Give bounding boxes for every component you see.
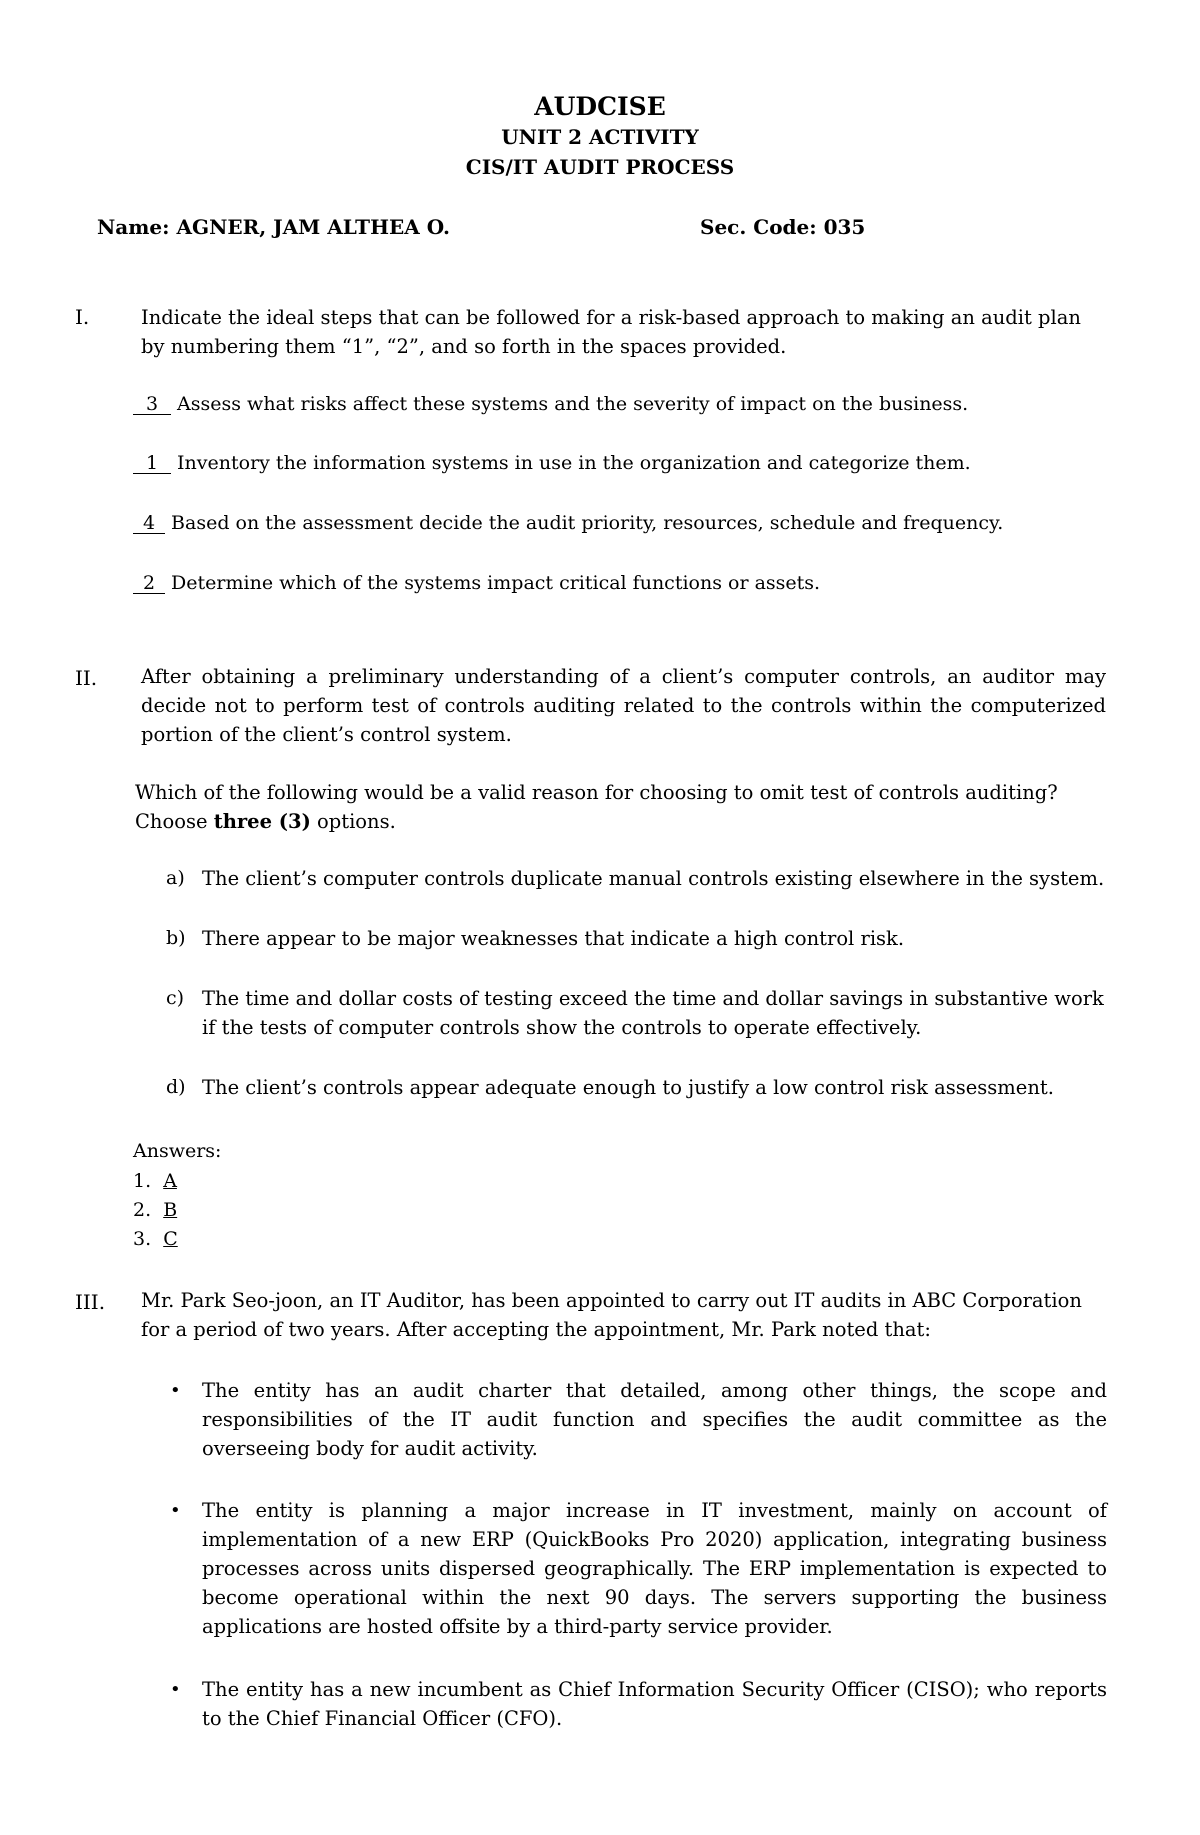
name-label: Name: — [97, 215, 170, 239]
option-text: The client’s computer controls duplicate manual controls existing elsewhere in the system. — [202, 867, 1105, 890]
section-2-intro: After obtaining a preliminary understanding of a client’s computer controls, an auditor may decide not to perform test of controls auditing related to the controls within the computerized portion of the client’s control system. — [141, 665, 1106, 746]
step-text: Determine which of the systems impact critical functions or assets. — [171, 572, 821, 594]
bullet-icon: • — [170, 1679, 181, 1700]
answer-value: B — [163, 1199, 178, 1221]
answer-value: A — [163, 1170, 177, 1192]
step-answer-blank: 1 — [133, 453, 171, 474]
answer-number: 1. — [133, 1170, 152, 1192]
bullet-icon: • — [170, 1500, 181, 1521]
step-item — [133, 452, 971, 474]
answer-number: 3. — [133, 1228, 152, 1250]
bullet-item: The entity has a new incumbent as Chief Information Security Officer (CISO); who reports to the Chief Financial Officer (CFO). — [202, 1678, 1107, 1730]
step-answer-blank: 2 — [133, 573, 165, 594]
answer-number: 2. — [133, 1199, 152, 1221]
option-letter: b) — [166, 927, 186, 949]
section-2-numeral: II. — [75, 666, 98, 690]
option-text: There appear to be major weaknesses that indicate a high control risk. — [202, 927, 905, 950]
answer-item — [133, 1228, 178, 1250]
answers-label: Answers: — [133, 1140, 222, 1162]
answer-item — [133, 1199, 177, 1221]
answer-item — [133, 1170, 177, 1192]
section-3-numeral: III. — [75, 1290, 106, 1314]
question-choose: Choose — [135, 810, 208, 833]
option-text: The client’s controls appear adequate enough to justify a low control risk assessment. — [202, 1076, 1054, 1099]
sec-code-value: 035 — [823, 215, 866, 239]
document-title: AUDCISE — [534, 92, 666, 121]
step-text: Assess what risks affect these systems and the severity of impact on the business. — [177, 393, 969, 415]
step-text: Inventory the information systems in use in the organization and categorize them. — [177, 452, 971, 474]
bullet-item: The entity has an audit charter that detailed, among other things, the scope and responsibilities of the IT audit function and specifies the audit committee as the overseeing body for audit activity. — [202, 1379, 1107, 1460]
name-value: AGNER, JAM ALTHEA O. — [176, 215, 450, 239]
bullet-item: The entity is planning a major increase in IT investment, mainly on account of implementation of a new ERP (QuickBooks Pro 2020) application, integrating business processes across units dispersed geographically. The ERP implementation is expected to become operational within the next 90 days. The servers supporting the business applications are hosted offsite by a third-party service provider. — [202, 1499, 1107, 1638]
document-subtitle-unit: UNIT 2 ACTIVITY — [501, 125, 699, 149]
option-letter: a) — [166, 867, 185, 889]
step-item — [133, 572, 820, 594]
student-name-line — [97, 215, 450, 239]
option-letter: c) — [166, 987, 185, 1009]
section-1-numeral: I. — [75, 305, 90, 329]
sec-code-label: Sec. Code: — [700, 215, 817, 239]
section-3-intro: Mr. Park Seo-joon, an IT Auditor, has been appointed to carry out IT audits in ABC Corporation for a period of two years. After accepting the appointment, Mr. Park noted that: — [141, 1289, 1082, 1341]
step-answer-blank: 4 — [133, 513, 165, 534]
step-item — [133, 512, 1003, 534]
step-item — [133, 393, 968, 415]
bullet-icon: • — [170, 1380, 181, 1401]
answer-value: C — [163, 1228, 178, 1250]
question-count: three (3) — [213, 810, 311, 833]
question-end: options. — [317, 810, 396, 833]
question-text: Which of the following would be a valid reason for choosing to omit test of controls auditing? — [135, 781, 1058, 804]
step-text: Based on the assessment decide the audit priority, resources, schedule and frequency. — [171, 512, 1004, 534]
section-code-line — [700, 215, 865, 239]
option-text: The time and dollar costs of testing exceed the time and dollar savings in substantive work if the tests of computer controls show the controls to operate effectively. — [202, 987, 1104, 1039]
step-answer-blank: 3 — [133, 394, 171, 415]
option-letter: d) — [166, 1076, 186, 1098]
section-1-instruction: Indicate the ideal steps that can be followed for a risk-based approach to making an audit plan by numbering them “1”, “2”, and so forth in the spaces provided. — [141, 306, 1081, 358]
document-subtitle-topic: CIS/IT AUDIT PROCESS — [465, 155, 735, 179]
section-2-question — [135, 778, 1115, 836]
